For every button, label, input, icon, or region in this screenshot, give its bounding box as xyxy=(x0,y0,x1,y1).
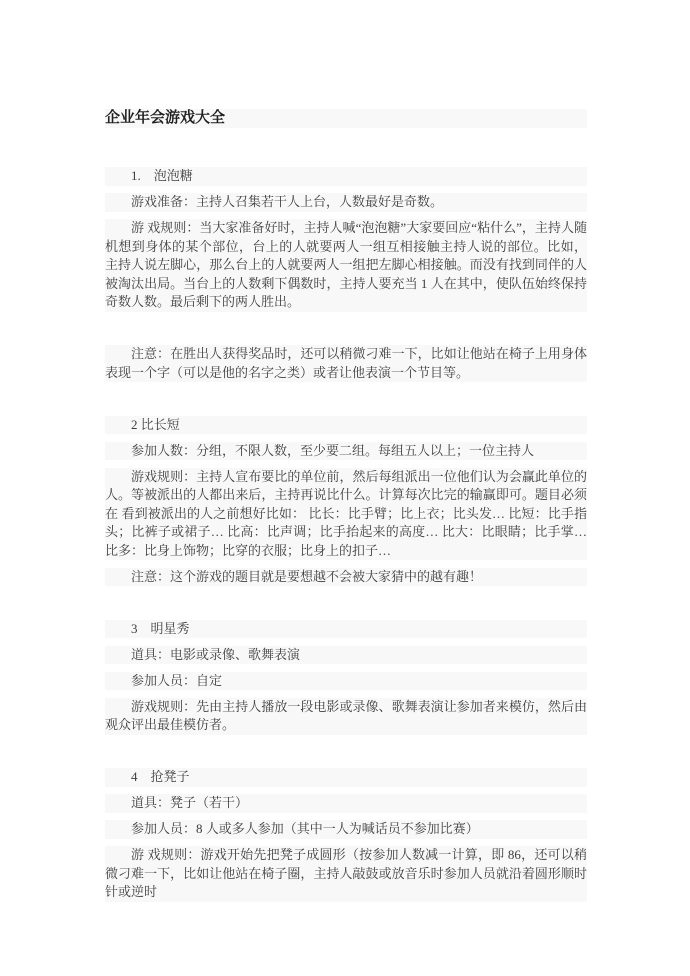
game-4-props: 道具：凳子（若干） xyxy=(105,794,587,813)
game-1-note: 注意：在胜出人获得奖品时，还可以稍微刁难一下，比如让他站在椅子上用身体表现一个字（可以是他的名字之类）或者让他表演一个节目等。 xyxy=(105,345,587,382)
game-4-heading: 4 抢凳子 xyxy=(105,768,587,787)
document-title: 企业年会游戏大全 xyxy=(105,109,587,128)
game-3-props: 道具：电影或录像、歌舞表演 xyxy=(105,646,587,665)
game-2-rules: 游戏规则：主持人宣布要比的单位前，然后每组派出一位他们认为会赢此单位的人。等被派出的人都出来后，主持再说比什么。计算每次比完的输赢即可。题目必须在 看到被派出的人之前想好比如： 比长：比手臂；比上衣；比头发… 比短：比手指头；比裤子或裙子… 比高：比声调；比手抬起来的高度… 比大：比眼睛；比手掌… 比多：比身上饰物；比穿的衣服；比身上的扣子… xyxy=(105,468,587,561)
game-1-rules: 游 戏规则：当大家准备好时，主持人喊“泡泡糖”大家要回应“粘什么”，主持人随机想到身体的某个部位，台上的人就要两人一组互相接触主持人说的部位。比如， 主持人说左脚心，那么台上的人就要两人一组把左脚心相接触。而没有找到同伴的人被淘汰出局。当台上的人数剩下偶数时，主持人要充当 1 人在其中，使队伍始终保持奇数人数。最后剩下的两人胜出。 xyxy=(105,219,587,312)
document-page xyxy=(105,109,587,909)
game-2-note: 注意：这个游戏的题目就是要想越不会被大家猜中的越有趣！ xyxy=(105,568,587,587)
game-1-preparation: 游戏准备：主持人召集若干人上台，人数最好是奇数。 xyxy=(105,193,587,212)
blank-line xyxy=(105,319,587,338)
game-2-heading: 2 比长短 xyxy=(105,416,587,435)
game-3-participants: 参加人员：自定 xyxy=(105,672,587,691)
blank-line xyxy=(105,742,587,761)
game-1-heading: 1. 泡泡糖 xyxy=(105,167,587,186)
game-2-participants: 参加人数：分组，不限人数，至少要二组。每组五人以上；一位主持人 xyxy=(105,442,587,461)
game-4-rules: 游 戏规则：游戏开始先把凳子成圆形（按参加人数减一计算，即 86，还可以稍微刁难一下，比如让他站在椅子圈，主持人敲鼓或放音乐时参加人员就沿着圆形顺时 针或逆时 xyxy=(105,846,587,902)
blank-line xyxy=(105,141,587,160)
blank-line xyxy=(105,390,587,409)
game-4-participants: 参加人员：8 人或多人参加（其中一人为喊话员不参加比赛） xyxy=(105,820,587,839)
game-3-heading: 3 明星秀 xyxy=(105,620,587,639)
game-3-rules: 游戏规则：先由主持人播放一段电影或录像、歌舞表演让参加者来模仿，然后由观众评出最佳模仿者。 xyxy=(105,698,587,735)
blank-line xyxy=(105,594,587,613)
